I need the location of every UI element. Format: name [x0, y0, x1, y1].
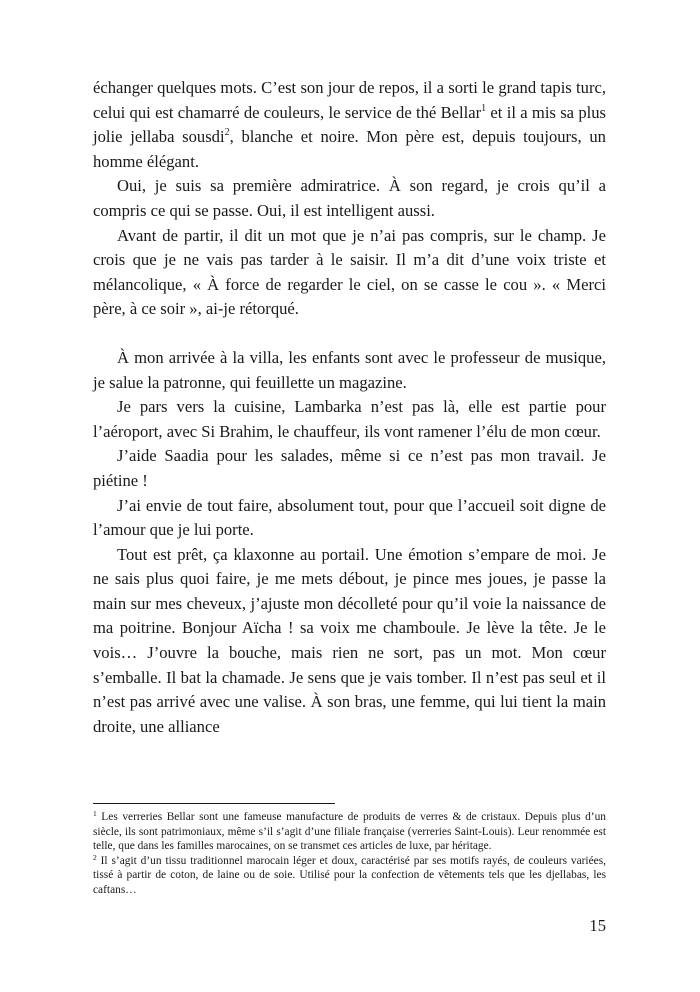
paragraph: Avant de partir, il dit un mot que je n’ai pas compris, sur le champ. Je crois que je ne vais pas tarder à le saisir. Il m’a dit d’une voix triste et mélancolique, « À force de regarder le ciel, on se casse le cou ». « Merci père, à ce soir », ai-je rétorqué. — [93, 225, 606, 319]
paragraph: Tout est prêt, ça klaxonne au portail. Une émotion s’empare de moi. Je ne sais plus quoi faire, je me mets débout, je pince mes joues, je passe la main sur mes cheveux, j’ajuste mon décolleté pour qu’il voie la naissance de ma poitrine. Bonjour Aïcha ! sa voix me chamboule. Je lève la tête. Je le vois… J’ouvre la bouche, mais rien ne sort, pas un mot. Mon cœur s’emballe. Il bat la chamade. Je sens que je vais tomber. Il n’est pas seul et il n’est pas arrivé avec une valise. À son bras, une femme, qui lui tient la main droite, une alliance — [93, 544, 606, 736]
footnotes — [93, 810, 606, 898]
footnote-marker: 2 — [93, 852, 97, 862]
footnote-ref: 2 — [224, 127, 230, 139]
footnote-marker: 1 — [93, 809, 97, 818]
paragraph: échanger quelques mots. C’est son jour de repos, il a sorti le grand tapis turc, celui qui est chamarré de couleurs, le service de thé Bellar$^1$ et il a mis sa plus jolie jellaba sousdi$^2$, blanche et noire. Mon père est, depuis toujours, un homme élégant. — [93, 78, 606, 171]
paragraph: Je pars vers la cuisine, Lambarka n’est pas là, elle est partie pour l’aéroport, avec Si Brahim, le chauffeur, ils vont ramener l’élu de mon cœur. — [93, 397, 606, 441]
footnote: $^2$ Il s’agit d’un tissu traditionnel marocain léger et doux, caractérisé par ses motifs rayés, de couleurs variées, tissé à partir de coton, de laine ou de soie. Utilisé pour la confection de vêtements tels que les djellabas, les caftans… — [93, 852, 606, 896]
body-text — [93, 76, 606, 739]
paragraph: J’ai envie de tout faire, absolument tout, pour que l’accueil soit digne de l’amour que je lui porte. — [93, 495, 606, 540]
page-number: 15 — [589, 916, 606, 935]
paragraph: J’aide Saadia pour les salades, même si ce n’est pas mon travail. Je piétine ! — [93, 446, 606, 490]
paragraph: Oui, je suis sa première admiratrice. À son regard, je crois qu’il a compris ce qui se passe. Oui, il est intelligent aussi. — [93, 176, 606, 220]
footnote-ref: 1 — [481, 102, 487, 114]
footnote: $^1$ Les verreries Bellar sont une fameuse manufacture de produits de verres & de cristaux. Depuis plus d’un siècle, ils sont patrimoniaux, même s’il s’agit d’une filiale française (verreries Saint-Louis). Leur renommée est telle, que dans les familles marocaines, on se transmet ces articles de luxe, par héritage. — [93, 809, 606, 853]
footnote-divider — [93, 803, 335, 804]
paragraph: À mon arrivée à la villa, les enfants sont avec le professeur de musique, je salue la patronne, qui feuillette un magazine. — [93, 347, 606, 392]
